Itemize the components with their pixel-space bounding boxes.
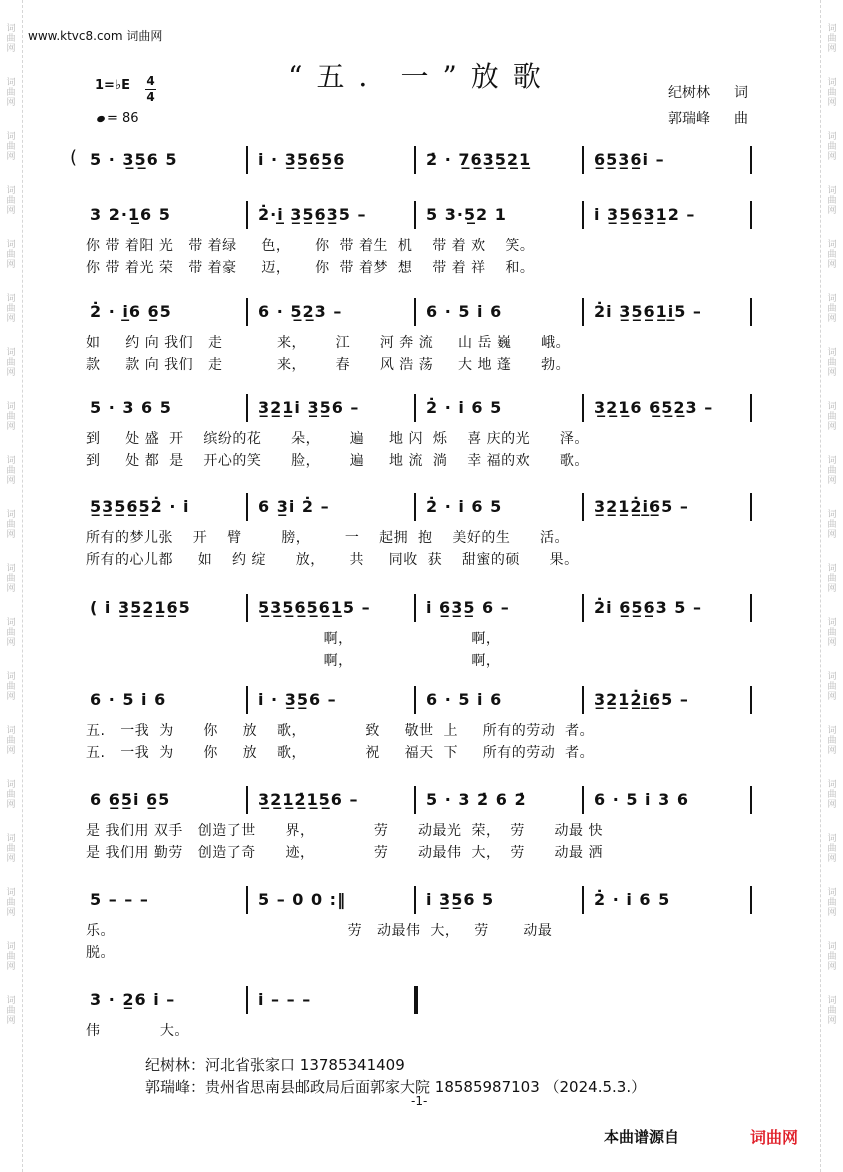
measure: 5̲3̲5̲6̲5̲2̇ · i: [90, 497, 190, 516]
watermark-glyph-group: [6, 996, 15, 1026]
bar-line: [246, 686, 248, 714]
watermark-glyph: 词: [827, 510, 837, 520]
watermark-glyph-group: [6, 240, 15, 270]
bar-line: [246, 986, 248, 1014]
watermark-glyph: 词: [6, 942, 16, 952]
bar-line: [582, 201, 584, 229]
measure: 2̇i 3̲5̲6̲1̲i̲5 –: [594, 302, 702, 321]
bar-line: [750, 298, 752, 326]
score-row: [84, 690, 756, 712]
brand-logo-text[interactable]: 词曲网: [750, 1128, 799, 1147]
bar-line: [750, 146, 752, 174]
watermark-glyph: 网: [827, 530, 837, 540]
bar-line: [582, 493, 584, 521]
watermark-glyph-group: [6, 24, 15, 54]
bar-line: [582, 394, 584, 422]
watermark-glyph: 词: [6, 24, 16, 34]
measure: 5 – – –: [90, 890, 149, 909]
bar-line: [246, 201, 248, 229]
watermark-glyph: 曲: [827, 466, 837, 476]
watermark-glyph: 曲: [827, 196, 837, 206]
score-row: [84, 497, 756, 519]
watermark-glyph-group: [6, 402, 15, 432]
measure: 2̇ · i 6 5: [426, 398, 503, 417]
score-row: [84, 890, 756, 912]
watermark-glyph: 网: [827, 476, 837, 486]
watermark-glyph: 词: [6, 186, 16, 196]
watermark-glyph: 网: [6, 260, 16, 270]
bar-line: [246, 298, 248, 326]
measure: 2̇ · 7̲6̲3̲5̲2̲1̲: [426, 150, 532, 169]
watermark-glyph: 曲: [6, 196, 16, 206]
measure: 6 · 5 i 6: [426, 302, 503, 321]
measure: 3̲2̲1̲2̲̇1̲5̲6 –: [258, 790, 359, 809]
bar-line: [582, 686, 584, 714]
measure: 6 · 5 i 6: [90, 690, 167, 709]
watermark-glyph-group: [827, 564, 836, 594]
watermark-glyph: 网: [6, 962, 16, 972]
measure: i · 3̲5̲6̲5̲6̲: [258, 150, 346, 169]
watermark-glyph: 曲: [827, 682, 837, 692]
measure: 3 · 2̲6 i –: [90, 990, 176, 1009]
notation-line: [84, 990, 420, 1009]
bar-line: [750, 594, 752, 622]
watermark-glyph-group: [6, 672, 15, 702]
watermark-glyph: 网: [827, 800, 837, 810]
watermark-glyph: 词: [827, 834, 837, 844]
watermark-glyph: 词: [827, 780, 837, 790]
measure: 5 · 3 2̇ 6 2̇: [426, 790, 527, 809]
watermark-glyph-group: [827, 456, 836, 486]
watermark-glyph: 网: [827, 1016, 837, 1026]
watermark-glyph: 曲: [6, 88, 16, 98]
lyric-line: 是 我们用 勤劳 创造了奇 迹， 劳 动最伟 大， 劳 动最 洒: [86, 845, 604, 861]
lyricist-name: 纪树林: [668, 85, 710, 101]
watermark-glyph: 曲: [6, 574, 16, 584]
lyric-line: 五. 一我 为 你 放 歌， 祝 福天 下 所有的劳动 者。: [86, 745, 595, 761]
tempo-value: = 86: [107, 111, 139, 126]
bar-line: [750, 201, 752, 229]
watermark-glyph: 词: [827, 78, 837, 88]
watermark-glyph: 网: [6, 638, 16, 648]
watermark-glyph: 网: [827, 98, 837, 108]
measure: i 6̲3̲5̲ 6 –: [426, 598, 510, 617]
measure: 2̇·i̲ 3̲5̲6̲3̲5 –: [258, 205, 367, 224]
watermark-glyph: 网: [6, 584, 16, 594]
bar-line: [246, 493, 248, 521]
watermark-glyph: 曲: [827, 790, 837, 800]
watermark-glyph-group: [827, 132, 836, 162]
notation-line: [84, 150, 756, 169]
bar-line: [582, 298, 584, 326]
watermark-glyph: 词: [827, 726, 837, 736]
watermark-glyph: 词: [6, 132, 16, 142]
watermark-glyph-group: [827, 294, 836, 324]
watermark-glyph: 曲: [827, 898, 837, 908]
measure: 6 · 5̲2̲3 –: [258, 302, 343, 321]
watermark-glyph: 网: [6, 530, 16, 540]
watermark-glyph: 词: [6, 888, 16, 898]
watermark-glyph: 曲: [6, 844, 16, 854]
watermark-glyph: 词: [827, 132, 837, 142]
watermark-glyph: 词: [827, 996, 837, 1006]
bar-line: [750, 394, 752, 422]
watermark-glyph-group: [827, 672, 836, 702]
measure: 3̲2̲1̲2̲̇i̲6̲5 –: [594, 497, 689, 516]
site-url[interactable]: www.ktvc8.com 词曲网: [28, 29, 163, 43]
watermark-glyph: 网: [6, 206, 16, 216]
bar-line: [414, 146, 416, 174]
watermark-glyph: 网: [6, 746, 16, 756]
lyric-line: 五. 一我 为 你 放 歌， 致 敬世 上 所有的劳动 者。: [86, 723, 595, 739]
watermark-glyph: 网: [827, 206, 837, 216]
bar-line: [414, 986, 418, 1014]
measure: ( i 3̲5̲2̲1̲6̲5: [90, 598, 191, 617]
page-number: -1-: [411, 1094, 428, 1108]
composer-name: 郭瑞峰: [668, 111, 710, 127]
watermark-glyph-group: [827, 726, 836, 756]
watermark-glyph: 网: [827, 422, 837, 432]
watermark-glyph: 曲: [6, 682, 16, 692]
notation-line: [84, 398, 756, 417]
watermark-glyph-group: [827, 24, 836, 54]
notation-line: [84, 302, 756, 321]
notation-line: [84, 690, 756, 709]
measure: 3̲2̲1̲i 3̲5̲6 –: [258, 398, 360, 417]
lyric-line: 到 处 盛 开 缤纷的花 朵， 遍 地 闪 烁 喜 庆的光 泽。: [86, 431, 589, 447]
watermark-glyph: 词: [827, 888, 837, 898]
watermark-glyph: 词: [827, 672, 837, 682]
watermark-glyph-group: [827, 996, 836, 1026]
time-signature-top: 4: [146, 74, 155, 88]
watermark-glyph-group: [6, 564, 15, 594]
watermark-glyph: 网: [6, 908, 16, 918]
lyric-line: 到 处 都 是 开心的笑 脸， 遍 地 流 淌 幸 福的欢 歌。: [86, 453, 589, 469]
watermark-glyph: 网: [6, 854, 16, 864]
watermark-glyph-group: [6, 834, 15, 864]
bar-line: [246, 594, 248, 622]
watermark-glyph: 网: [827, 746, 837, 756]
song-title: “五．一”放歌: [288, 60, 555, 93]
watermark-glyph: 词: [6, 672, 16, 682]
watermark-glyph: 曲: [827, 250, 837, 260]
watermark-glyph: 网: [827, 260, 837, 270]
watermark-glyph: 曲: [827, 1006, 837, 1016]
watermark-glyph: 词: [6, 240, 16, 250]
notation-line: [84, 598, 756, 617]
bar-line: [582, 886, 584, 914]
watermark-glyph: 网: [6, 1016, 16, 1026]
left-margin-watermark: [0, 0, 23, 1172]
watermark-glyph: 词: [827, 294, 837, 304]
watermark-glyph: 网: [827, 908, 837, 918]
measure: 3̲2̲1̲6 6̲5̲2̲3 –: [594, 398, 714, 417]
lyric-line: 所有的梦儿张 开 臂 膀， 一 起拥 抱 美好的生 活。: [86, 530, 570, 546]
watermark-glyph: 曲: [6, 520, 16, 530]
score-row: [84, 790, 756, 812]
lyric-line: 啊， 啊，: [86, 653, 501, 669]
watermark-glyph: 网: [6, 44, 16, 54]
lyric-line: 脱。: [86, 945, 115, 961]
watermark-glyph: 网: [6, 98, 16, 108]
bar-line: [414, 298, 416, 326]
watermark-glyph: 网: [6, 152, 16, 162]
watermark-glyph-group: [6, 294, 15, 324]
watermark-glyph-group: [827, 510, 836, 540]
measure: 5 · 3̲5̲6 5: [90, 150, 178, 169]
key-signature: 1=♭E: [95, 78, 130, 93]
watermark-glyph: 曲: [827, 34, 837, 44]
lyric-line: 如 约 向 我们 走 来， 江 河 奔 流 山 岳 巍 峨。: [86, 335, 571, 351]
watermark-glyph-group: [827, 348, 836, 378]
watermark-glyph-group: [6, 510, 15, 540]
measure: 5 · 3 6 5: [90, 398, 172, 417]
bar-line: [750, 686, 752, 714]
bar-line: [414, 886, 416, 914]
watermark-glyph: 曲: [6, 736, 16, 746]
lyricist-role: 词: [734, 85, 748, 101]
lyric-line: 是 我们用 双手 创造了世 界， 劳 动最光 荣， 劳 动最 快: [86, 823, 604, 839]
watermark-glyph: 词: [6, 456, 16, 466]
lyricist-credit: [668, 82, 748, 102]
watermark-glyph: 网: [827, 44, 837, 54]
measure: 3̲2̲1̲2̲̇i̲6̲5 –: [594, 690, 689, 709]
watermark-glyph: 曲: [6, 34, 16, 44]
time-signature: [145, 74, 156, 105]
composer-credit: [668, 108, 748, 128]
watermark-glyph-group: [827, 780, 836, 810]
footer-composer-address: 郭瑞峰：贵州省思南县邮政局后面郭家大院 18585987103 （2024.5.3.）: [145, 1078, 647, 1096]
watermark-glyph: 网: [827, 584, 837, 594]
lyric-line: 你 带 着阳 光 带 着绿 色， 你 带 着生 机 带 着 欢 笑。: [86, 238, 535, 254]
notation-line: [84, 890, 756, 909]
intro-paren: (: [70, 147, 78, 168]
bar-line: [414, 686, 416, 714]
watermark-glyph: 网: [6, 314, 16, 324]
watermark-glyph: 曲: [6, 250, 16, 260]
measure: 6 3̲i 2̇ –: [258, 497, 330, 516]
watermark-glyph: 曲: [827, 844, 837, 854]
watermark-glyph: 网: [827, 152, 837, 162]
measure: i 3̲5̲6̲3̲1̲2 –: [594, 205, 696, 224]
bar-line: [750, 786, 752, 814]
watermark-glyph: 词: [6, 294, 16, 304]
score-row: [84, 205, 756, 227]
watermark-glyph: 网: [827, 962, 837, 972]
measure: 6 6̲5̲i 6̲5: [90, 790, 171, 809]
watermark-glyph: 网: [827, 314, 837, 324]
watermark-glyph: 曲: [827, 88, 837, 98]
watermark-glyph-group: [827, 834, 836, 864]
notation-line: [84, 497, 756, 516]
watermark-glyph: 网: [827, 638, 837, 648]
watermark-glyph-group: [827, 186, 836, 216]
measure: i – – –: [258, 990, 312, 1009]
measure: 5 3·5̲2 1: [426, 205, 507, 224]
watermark-glyph: 曲: [6, 142, 16, 152]
watermark-glyph: 词: [827, 186, 837, 196]
watermark-glyph: 词: [827, 456, 837, 466]
watermark-glyph-group: [6, 618, 15, 648]
watermark-glyph: 曲: [6, 466, 16, 476]
watermark-glyph: 词: [6, 996, 16, 1006]
watermark-glyph: 曲: [6, 790, 16, 800]
watermark-glyph-group: [6, 942, 15, 972]
watermark-glyph: 词: [6, 618, 16, 628]
watermark-glyph: 词: [6, 78, 16, 88]
watermark-glyph: 词: [6, 402, 16, 412]
watermark-glyph: 词: [827, 564, 837, 574]
bar-line: [246, 394, 248, 422]
measure: 5 – 0 0 :‖: [258, 890, 347, 909]
footer-lyricist-address: 纪树林：河北省张家口 13785341409: [145, 1056, 405, 1074]
lyric-line: 啊， 啊，: [86, 631, 501, 647]
score-row: [84, 398, 756, 420]
watermark-glyph: 词: [827, 24, 837, 34]
bar-line: [246, 786, 248, 814]
bar-line: [582, 146, 584, 174]
watermark-glyph-group: [6, 456, 15, 486]
watermark-glyph-group: [6, 888, 15, 918]
watermark-glyph: 词: [6, 726, 16, 736]
measure: 2̇ · i̲6 6̲5: [90, 302, 172, 321]
watermark-glyph-group: [827, 942, 836, 972]
lyric-line: 你 带 着光 荣 带 着豪 迈， 你 带 着梦 想 带 着 祥 和。: [86, 260, 535, 276]
watermark-glyph: 网: [6, 368, 16, 378]
watermark-glyph: 曲: [6, 952, 16, 962]
watermark-glyph: 曲: [827, 520, 837, 530]
watermark-glyph: 网: [6, 422, 16, 432]
watermark-glyph: 曲: [827, 358, 837, 368]
bar-line: [246, 146, 248, 174]
watermark-glyph-group: [6, 780, 15, 810]
lyric-line: 所有的心儿都 如 约 绽 放， 共 同收 获 甜蜜的硕 果。: [86, 552, 579, 568]
measure: 2̇ · i 6 5: [594, 890, 671, 909]
watermark-glyph: 曲: [6, 304, 16, 314]
watermark-glyph: 词: [827, 348, 837, 358]
measure: 3 2·1̲6 5: [90, 205, 171, 224]
watermark-glyph: 曲: [827, 304, 837, 314]
lyric-line: 款 款 向 我们 走 来， 春 风 浩 荡 大 地 蓬 勃。: [86, 357, 571, 373]
time-signature-bottom: 4: [146, 90, 155, 104]
watermark-glyph: 曲: [6, 1006, 16, 1016]
watermark-glyph-group: [827, 618, 836, 648]
bar-line: [750, 886, 752, 914]
watermark-glyph: 网: [6, 476, 16, 486]
bar-line: [582, 594, 584, 622]
bar-line: [414, 786, 416, 814]
watermark-glyph: 词: [827, 402, 837, 412]
measure: i 3̲5̲6 5: [426, 890, 495, 909]
watermark-glyph-group: [827, 888, 836, 918]
watermark-glyph: 曲: [827, 574, 837, 584]
watermark-glyph: 曲: [6, 412, 16, 422]
watermark-glyph-group: [6, 186, 15, 216]
watermark-glyph-group: [827, 240, 836, 270]
score-row: [84, 302, 756, 324]
watermark-glyph-group: [6, 348, 15, 378]
measure: i · 3̲5̲6 –: [258, 690, 337, 709]
watermark-glyph: 词: [6, 348, 16, 358]
watermark-glyph-group: [6, 132, 15, 162]
watermark-glyph: 曲: [6, 628, 16, 638]
watermark-glyph: 曲: [827, 952, 837, 962]
score-row: [84, 990, 756, 1012]
watermark-glyph-group: [6, 726, 15, 756]
quarter-note-icon: [96, 115, 106, 123]
watermark-glyph: 词: [827, 240, 837, 250]
bar-line: [246, 886, 248, 914]
bar-line: [414, 493, 416, 521]
watermark-glyph: 词: [6, 834, 16, 844]
bar-line: [414, 594, 416, 622]
bar-line: [582, 786, 584, 814]
bar-line: [750, 493, 752, 521]
watermark-glyph: 曲: [827, 142, 837, 152]
bar-line: [414, 394, 416, 422]
watermark-glyph: 网: [6, 692, 16, 702]
watermark-glyph: 曲: [827, 736, 837, 746]
measure: 2̇ · i 6 5: [426, 497, 503, 516]
measure: 6 · 5 i 3 6: [594, 790, 689, 809]
score-row: [84, 150, 756, 172]
measure: 6 · 5 i 6: [426, 690, 503, 709]
measure: 2̇i 6̲5̲6̲3 5 –: [594, 598, 702, 617]
watermark-glyph: 词: [827, 618, 837, 628]
lyric-line: 伟 大。: [86, 1023, 189, 1039]
watermark-glyph: 网: [827, 692, 837, 702]
watermark-glyph: 曲: [827, 412, 837, 422]
measure: 6̲5̲3̲6̲i –: [594, 150, 665, 169]
lyric-line: 乐。 劳 动最伟 大， 劳 动最: [86, 923, 553, 939]
bar-line: [414, 201, 416, 229]
watermark-glyph: 曲: [827, 628, 837, 638]
notation-line: [84, 205, 756, 224]
watermark-glyph: 曲: [6, 898, 16, 908]
right-margin-watermark: [820, 0, 843, 1172]
watermark-glyph: 网: [827, 854, 837, 864]
watermark-glyph: 网: [827, 368, 837, 378]
watermark-glyph: 词: [6, 564, 16, 574]
watermark-glyph-group: [827, 402, 836, 432]
source-label: 本曲谱源自: [604, 1128, 680, 1146]
watermark-glyph: 网: [6, 800, 16, 810]
watermark-glyph: 词: [827, 942, 837, 952]
tempo-marking: [97, 111, 139, 126]
watermark-glyph: 曲: [6, 358, 16, 368]
watermark-glyph: 词: [6, 510, 16, 520]
score-row: [84, 598, 756, 620]
measure: 5̲3̲5̲6̲5̲6̲1̲5 –: [258, 598, 371, 617]
notation-line: [84, 790, 756, 809]
watermark-glyph: 词: [6, 780, 16, 790]
composer-role: 曲: [734, 111, 748, 127]
